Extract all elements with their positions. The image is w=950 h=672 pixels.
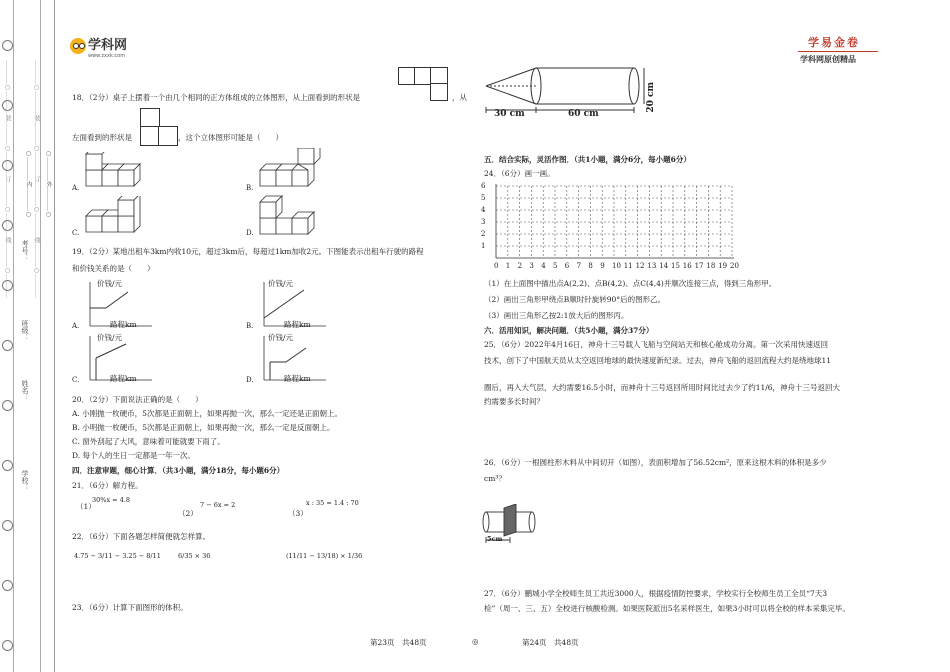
q27-line2: 检”（周一、三、五）全校进行核酸检测。如果医院派出5名采样医生，如果3小时可以将全校的样本采集完毕。 (484, 604, 850, 613)
graph-a-xlabel: 路程km (110, 320, 137, 329)
q22-expr2: 6/35 × 36 (178, 552, 211, 560)
q21-label-3: （3） (288, 509, 308, 518)
dim-20cm: 20 cm (646, 82, 656, 113)
brand-sub: 学科网原创精品 (800, 55, 856, 64)
q19-opt-b: B. (246, 322, 254, 330)
x-tick-label: 17 (694, 262, 704, 270)
q21-eq3: x : 35 = 1.4 : 70 (306, 499, 359, 507)
graph-d-ylabel: 价钱/元 (268, 333, 294, 342)
x-tick-label: 9 (600, 262, 605, 270)
binding-line (13, 0, 14, 672)
option-d-figure (258, 194, 328, 240)
q18-opt-c: C. (72, 229, 80, 237)
x-tick-label: 2 (517, 262, 523, 270)
q26-dim: 5cm (487, 535, 503, 543)
name-label: 姓名： (21, 380, 29, 401)
graph-b-ylabel: 价钱/元 (268, 279, 294, 288)
brand-title: 学易金卷 (808, 36, 860, 49)
q22-text: 22．（6分）下面各题怎样简便就怎样算。 (72, 532, 211, 541)
q24-text: 24．（6分）画一画。 (484, 169, 555, 178)
x-tick-label: 13 (647, 262, 657, 270)
outer-marker: …………○…………装…………○…………订…………○…………线…………○………… (4, 60, 11, 298)
top-view-cell (430, 83, 448, 101)
x-tick-label: 18 (706, 262, 716, 270)
q22-expr3: (11/11 − 13/18) × 1/36 (286, 552, 363, 560)
q26-line2: cm³？ (484, 474, 506, 483)
q25-line4: 约需要多长时间？ (484, 397, 544, 406)
section-4-heading: 四．注意审题，细心计算．（共3小题，满分18分，每小题6分） (72, 466, 285, 475)
option-c-figure (84, 196, 154, 240)
x-tick-label: 19 (718, 262, 728, 270)
option-a-figure (84, 152, 154, 190)
q21-label-1: （1） (76, 502, 96, 511)
q18-opt-b: B. (246, 184, 254, 192)
q20-opt-d: D. 每个人的生日一定都是一年一次。 (72, 451, 196, 460)
coordinate-grid (484, 182, 744, 274)
q26-line1: 26．（6分）一根圆柱形木料从中间切开（如图），表面积增加了56.52cm²，原来这根木料的体积是多少 (484, 458, 827, 467)
q25-line1: 25．（6分）2022年4月16日，神舟十三号载人飞船与空间站天和核心舱成功分离。第一次采用快速返回 (484, 340, 828, 349)
q18-opt-d: D. (246, 229, 254, 237)
left-view-cell (140, 126, 160, 146)
x-tick-label: 11 (623, 262, 633, 270)
inner-label: ○…………内…………○ (25, 150, 32, 218)
brand-divider (798, 51, 878, 52)
q24-sub1: （1）在上面图中描出点A(2,2)、点B(4,2)、点C(4,4)并顺次连接三点，得到三角形甲。 (484, 279, 777, 288)
x-tick-label: 0 (494, 262, 499, 270)
school-label: 学校： (21, 470, 29, 491)
q25-line3: 圈后，再入大气层，大约需要16.5小时，而神舟十三号返回所用时间比过去少了约11/6，神舟十三号返回大 (484, 383, 841, 392)
footer-page-right: 第24页 共48页 (522, 638, 579, 647)
q19-text: 19．（2分）某地出租车3km内收10元，超过3km后，每超过1km加收2元。下图能表示出租车行驶的路程 (72, 247, 424, 256)
inner-marker: …………○…………装…………○…………订…………○…………线…………○………… (33, 60, 40, 298)
logo-url: www.zxxk.com (88, 53, 126, 59)
class-label: 班级： (21, 320, 29, 341)
x-tick-label: 6 (564, 262, 570, 270)
q18-text: 18．（2分）桌子上摆着一个由几个相同的正方体组成的立体图形，从上面看到的形状是 (72, 93, 361, 102)
q18-opt-a: A. (72, 184, 80, 192)
q22-expr1: 4.75 − 3/11 − 3.25 − 8/11 (74, 552, 161, 560)
q18-line2b: ，这个立体图形可能是（ ） (178, 133, 283, 142)
graph-c-ylabel: 价钱/元 (97, 333, 123, 342)
x-tick-label: 1 (505, 262, 511, 270)
q20-text: 20．（2分）下面说法正确的是（ ） (72, 395, 203, 404)
q21-eq2: 7 − 6x = 2 (200, 501, 236, 509)
q18-tail: ，从 (452, 93, 467, 102)
x-tick-label: 7 (576, 262, 582, 270)
x-tick-label: 4 (541, 262, 546, 270)
x-tick-label: 3 (529, 262, 534, 270)
q24-sub3: （3）画出三角形乙按2:1放大后的图形丙。 (484, 311, 629, 320)
q24-sub2: （2）画出三角形甲绕点B顺时针旋转90°后的图形乙。 (484, 295, 666, 304)
q20-opt-b: B. 小明抛一枚硬币，5次都是正面朝上，如果再抛一次，那么一定是反面朝上。 (72, 423, 335, 432)
dim-60cm: 60 cm (568, 109, 599, 119)
grid-yticks: 6 5 4 3 2 1 (481, 182, 486, 250)
binding-strip (0, 0, 55, 672)
q19-opt-c: C. (72, 376, 80, 384)
x-tick-label: 12 (635, 262, 645, 270)
logo-icon (70, 38, 86, 54)
q23-text: 23．（6分）计算下面图形的体积。 (72, 603, 188, 612)
graph-b-xlabel: 路程km (284, 320, 311, 329)
q20-opt-c: C. 窗外刮起了大风，意味着可能就要下雨了。 (72, 437, 225, 446)
q21-eq1: 30%x = 4.8 (92, 496, 131, 504)
graph-c-xlabel: 路程km (110, 374, 137, 383)
q21-label-2: （2） (178, 509, 198, 518)
section-5-heading: 五．结合实际，灵活作图．（共1小题，满分6分，每小题6分） (484, 155, 691, 164)
left-view-cell (158, 126, 178, 146)
x-tick-label: 10 (612, 262, 621, 270)
dim-30cm: 30 cm (494, 109, 525, 119)
binding-hole (2, 40, 13, 51)
q25-line2: 技术，创下了中国航天员从太空返回地球的最快速度新纪录。过去，神舟飞船的返回流程大约是绕地球11 (484, 356, 832, 365)
x-tick-label: 8 (588, 262, 593, 270)
graph-a-ylabel: 价钱/元 (97, 279, 123, 288)
q19-opt-d: D. (246, 376, 254, 384)
logo-text: 学科网 (88, 38, 128, 53)
footer-separator: ◎ (472, 637, 479, 646)
outer-label: ○…………外…………○ (45, 150, 52, 218)
left-view-cell (140, 108, 160, 128)
x-tick-label: 15 (671, 262, 680, 270)
section-6-heading: 六．活用知识，解决问题．（共5小题，满分37分） (484, 326, 654, 335)
x-tick-label: 16 (682, 262, 692, 270)
q18-line2: 左面看到的形状是 (72, 133, 132, 142)
q21-text: 21．（6分）解方程。 (72, 481, 143, 490)
graph-d-xlabel: 路程km (284, 374, 311, 383)
id-label: 考号： (21, 240, 29, 261)
x-tick-label: 14 (659, 262, 669, 270)
q20-opt-a: A. 小刚抛一枚硬币，5次都是正面朝上，如果再抛一次，那么一定还是正面朝上。 (72, 409, 342, 418)
q19-line2: 和价钱关系的是（ ） (72, 264, 155, 273)
x-tick-label: 20 (730, 262, 739, 270)
x-tick-label: 5 (553, 262, 558, 270)
option-b-figure (258, 148, 328, 190)
footer-page-left: 第23页 共48页 (370, 638, 427, 647)
q27-line1: 27．（6分）鹏城小学全校师生员工共近3000人，根据疫情防控要求，学校实行全校师生员工全员“7天3 (484, 589, 828, 598)
q19-opt-a: A. (72, 322, 80, 330)
